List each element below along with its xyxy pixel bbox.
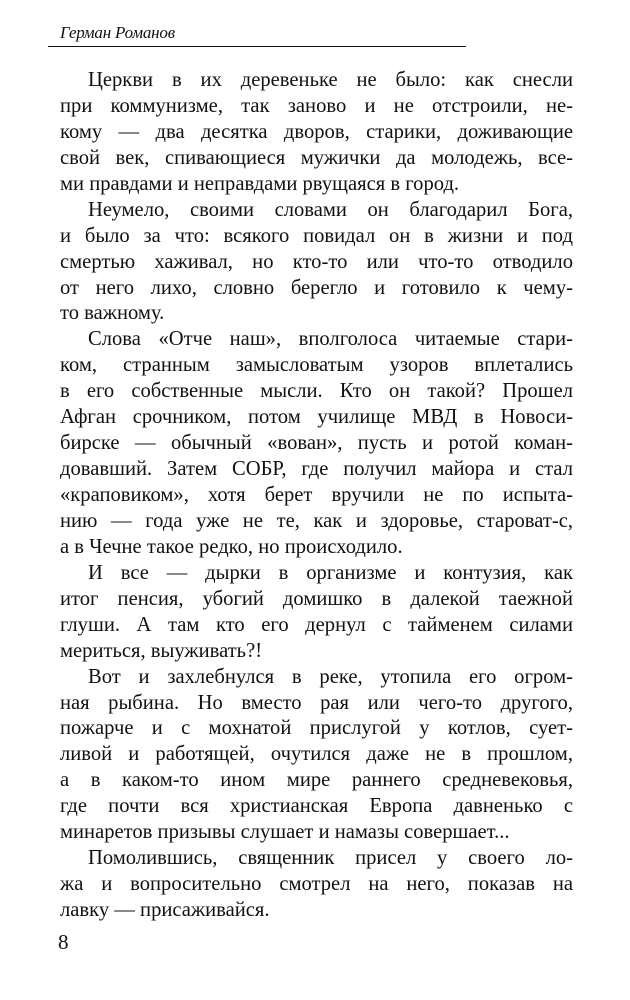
page-number: 8 [58,930,69,954]
text-line: Помолившись, священник присел у своего ло- [88,847,573,870]
text-line: довавший. Затем СОБР, где получил майора и стал [60,458,573,481]
text-line: ливой и работящей, очутился даже не в прошлом, [60,743,573,766]
running-header [48,22,466,47]
text-line: и было за что: всякого повидал он в жизни и под [60,224,573,247]
text-line: ком, странным замысловатым узоров вплетались [60,354,573,377]
text-line: Вот и захлебнулся в реке, утопила его огром- [88,665,573,688]
text-line: а в Чечне такое редко, но происходило. [60,535,403,558]
paragraph-1 [60,68,573,198]
paragraph-2 [60,198,573,328]
text-line: бирске — обычный «вован», пусть и ротой коман- [60,432,573,455]
text-line: Неумело, своими словами он благодарил Бога, [88,198,573,221]
text-line: пожарче и с мохнатой прислугой у котлов, сует- [60,717,573,740]
text-line: жа и вопросительно смотрел на него, показав на [60,873,573,896]
page-body [60,68,573,924]
text-line: в его собственные мысли. Кто он такой? Прошел [60,380,573,403]
header-author-name: Герман Романов [60,23,175,42]
text-line: мериться, выуживать?! [60,639,263,662]
text-line: Слова «Отче наш», вполголоса читаемые стари- [88,328,573,351]
text-line: минаретов призывы слушает и намазы совершает... [60,821,510,844]
text-line: при коммунизме, так заново и не отстроили, не- [60,94,573,117]
text-line: нию — года уже не те, как и здоровье, староват-с, [60,509,573,532]
paragraph-6 [60,846,573,924]
text-line: «краповиком», хотя берет вручили не по испыта- [60,484,573,506]
paragraph-3 [60,327,573,560]
text-line: а в каком-то ином мире раннего средневековья, [60,769,573,792]
text-line: кому — два десятка дворов, старики, доживающие [60,120,573,143]
text-line: Церкви в их деревеньке не было: как снесли [88,69,573,91]
text-line: ми правдами и неправдами рвущаяся в город. [60,172,460,195]
text-line: лавку — присаживайся. [60,899,270,921]
paragraph-5 [60,665,573,847]
text-line: где почти вся христианская Европа давненько с [60,795,573,818]
text-line: ная рыбина. Но вместо рая или чего-то другого, [60,691,573,714]
text-line: Афган срочником, потом училище МВД в Новоси- [60,406,573,429]
text-line: смертью хаживал, но кто-то или что-то отводило [60,250,573,273]
text-line: глуши. А там кто его дернул с тайменем силами [60,613,573,636]
text-line: от него лихо, словно берегло и готовило к чему- [60,276,573,299]
text-line: И все — дырки в организме и контузия, как [88,561,573,584]
text-line: свой век, спивающиеся мужички да молодежь, все- [60,146,573,169]
text-line: то важному. [60,302,165,325]
paragraph-4 [60,561,573,665]
text-line: итог пенсия, убогий домишко в далекой таежной [60,587,573,610]
